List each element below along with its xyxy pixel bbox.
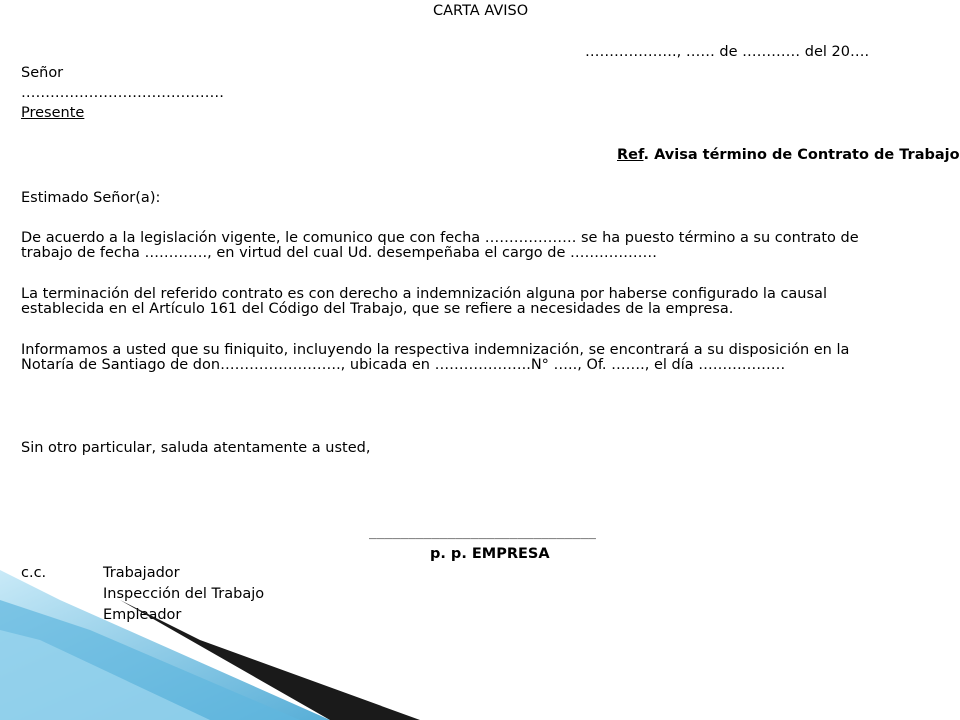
paragraph-2-line-1: La terminación del referido contrato es con derecho a indemnización alguna por haberse configurado la causal — [21, 286, 827, 302]
ref-text: . Avisa término de Contrato de Trabajo — [643, 147, 960, 163]
date-line: ………………., …… de ………… del 20…. — [585, 44, 870, 60]
cc-label: c.c. — [21, 565, 47, 581]
reference-line — [617, 148, 960, 163]
greeting: Estimado Señor(a): — [21, 190, 161, 206]
paragraph-3-line-1: Informamos a usted que su finiquito, incluyendo la respectiva indemnización, se encontrará a su disposición en la — [21, 342, 850, 358]
decorative-swoosh — [0, 560, 420, 720]
letter-title: CARTA AVISO — [433, 3, 529, 19]
paragraph-3-line-2: Notaría de Santiago de don……………………., ubicada en ………………..N° ….., Of. ……., el día ……………… — [21, 357, 786, 373]
cc-item-inspeccion: Inspección del Trabajo — [103, 586, 265, 602]
signature-name: p. p. EMPRESA — [430, 546, 550, 562]
signature-line: _____________________________ — [369, 525, 596, 540]
paragraph-1 — [21, 231, 941, 261]
ref-label: Ref — [617, 147, 644, 163]
paragraph-3 — [21, 343, 941, 373]
recipient-placeholder: …………………………………… — [21, 85, 224, 101]
paragraph-1-line-2: trabajo de fecha …………., en virtud del cual Ud. desempeñaba el cargo de ……………… — [21, 245, 658, 261]
presente-label: Presente — [21, 105, 85, 121]
paragraph-2 — [21, 287, 941, 317]
salutation-to: Señor — [21, 65, 64, 81]
cc-item-empleador: Empleador — [103, 607, 182, 623]
paragraph-1-line-1: De acuerdo a la legislación vigente, le comunico que con fecha ………………. se ha puesto término a su contrato de — [21, 230, 859, 246]
closing-line: Sin otro particular, saluda atentamente a usted, — [21, 440, 371, 456]
paragraph-2-line-2: establecida en el Artículo 161 del Código del Trabajo, que se refiere a necesidades de la empresa. — [21, 301, 734, 317]
cc-item-trabajador: Trabajador — [103, 565, 180, 581]
